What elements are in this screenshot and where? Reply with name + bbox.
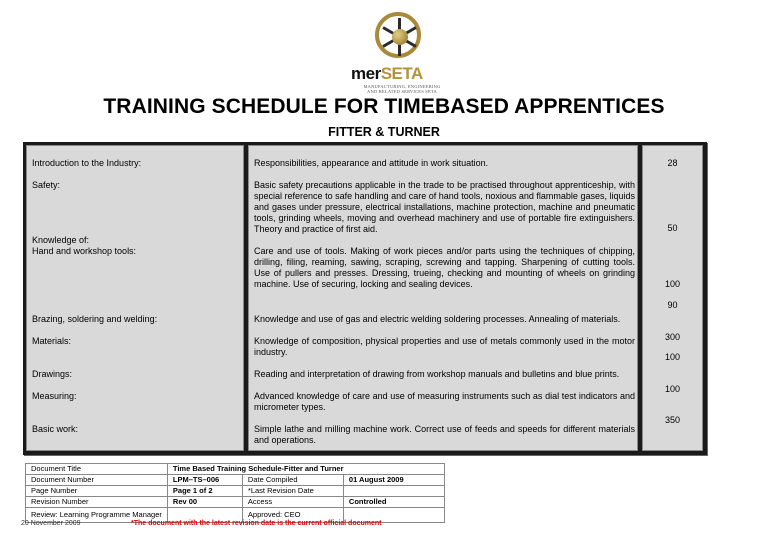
description-cell: Knowledge and use of gas and electric welding soldering processes. Annealing of materials.	[254, 314, 621, 324]
hours-cell: 28	[667, 158, 678, 168]
last-revision-label: *Last Revision Date	[242, 486, 343, 497]
access-label: Access	[242, 497, 343, 508]
document-control-table	[25, 463, 445, 523]
description-cell: Care and use of tools. Making of work pieces and/or parts using the techniques of chipping, drilling, filing, reaming, sawing, scraping, screwing and tapping. Sharpening of cutting tools. Use of pullers and presses. Dressing, trueing, checking and mounting of wheels on grinding machine. Use of securing, locking and sealing devices.	[254, 246, 635, 289]
document-title-value: Time Based Training Schedule-Fitter and Turner	[167, 464, 444, 475]
description-column	[248, 145, 638, 451]
official-document-note: *The document with the latest revision date is the current official document	[131, 520, 382, 527]
page-title: TRAINING SCHEDULE FOR TIMEBASED APPRENTICES	[103, 95, 665, 118]
date-compiled-label: Date Compiled	[242, 475, 343, 486]
date-compiled-value: 01 August 2009	[343, 475, 444, 486]
logo-tagline: MANUFACTURING, ENGINEERING AND RELATED SERVICES SETA	[363, 84, 441, 94]
page-number-label: Page Number	[26, 486, 168, 497]
document-title-label: Document Title	[26, 464, 168, 475]
hours-cell: 100	[664, 352, 681, 362]
document-number-value: LPM–TS–006	[167, 475, 242, 486]
topic-cell: Hand and workshop tools:	[32, 246, 137, 256]
description-cell: Knowledge of composition, physical properties and use of metals commonly used in the motor industry.	[254, 336, 635, 357]
topic-cell-prefix: Knowledge of:	[32, 235, 90, 245]
approved-label: Approved: CEO	[242, 508, 343, 523]
page-number-value: Page 1 of 2	[167, 486, 242, 497]
access-value: Controlled	[343, 497, 444, 508]
topic-column	[26, 145, 244, 451]
hours-cell: 50	[667, 223, 678, 233]
topic-cell: Introduction to the Industry:	[32, 158, 142, 168]
page-subtitle: FITTER & TURNER	[328, 125, 440, 139]
description-cell: Basic safety precautions applicable in the trade to be practised throughout apprenticeship, with special reference to safe handling and care of hand tools, noxious and flammable gases, liquids and gases under pressure, electrical installations, machine protection, machine and pneumatic tools, grinding wheels, moving and overhead machinery and use of portable fire extinguishers. Theory and practice of first aid.	[254, 180, 635, 234]
document-number-label: Document Number	[26, 475, 168, 486]
merseta-logo	[347, 8, 457, 96]
topic-cell: Basic work:	[32, 424, 79, 434]
hours-cell: 300	[664, 332, 681, 342]
description-cell: Advanced knowledge of care and use of measuring instruments such as dial test indicators and micrometer types.	[254, 391, 635, 412]
topic-cell: Drawings:	[32, 369, 73, 379]
print-date: 20 November 2009	[21, 520, 81, 527]
description-cell: Reading and interpretation of drawing from workshop manuals and bulletins and blue prints.	[254, 369, 620, 379]
review-label: Review: Learning Programme Manager	[26, 508, 168, 523]
topic-cell: Safety:	[32, 180, 61, 190]
schedule-table	[23, 142, 707, 455]
topic-cell: Brazing, soldering and welding:	[32, 314, 158, 324]
logo-emblem-icon	[375, 12, 421, 58]
logo-wordmark: merSETA	[351, 64, 423, 83]
hours-column	[642, 145, 703, 451]
last-revision-value	[343, 486, 444, 497]
hours-cell: 100	[664, 384, 681, 394]
revision-number-value: Rev 00	[167, 497, 242, 508]
revision-number-label: Revision Number	[26, 497, 168, 508]
hours-cell: 350	[664, 415, 681, 425]
hours-cell: 100	[664, 279, 681, 289]
description-cell: Simple lathe and milling machine work. Correct use of feeds and speeds for different materials and operations.	[254, 424, 635, 445]
topic-cell: Materials:	[32, 336, 72, 346]
description-cell: Responsibilities, appearance and attitude in work situation.	[254, 158, 489, 168]
hours-cell: 90	[667, 300, 678, 310]
topic-cell: Measuring:	[32, 391, 77, 401]
